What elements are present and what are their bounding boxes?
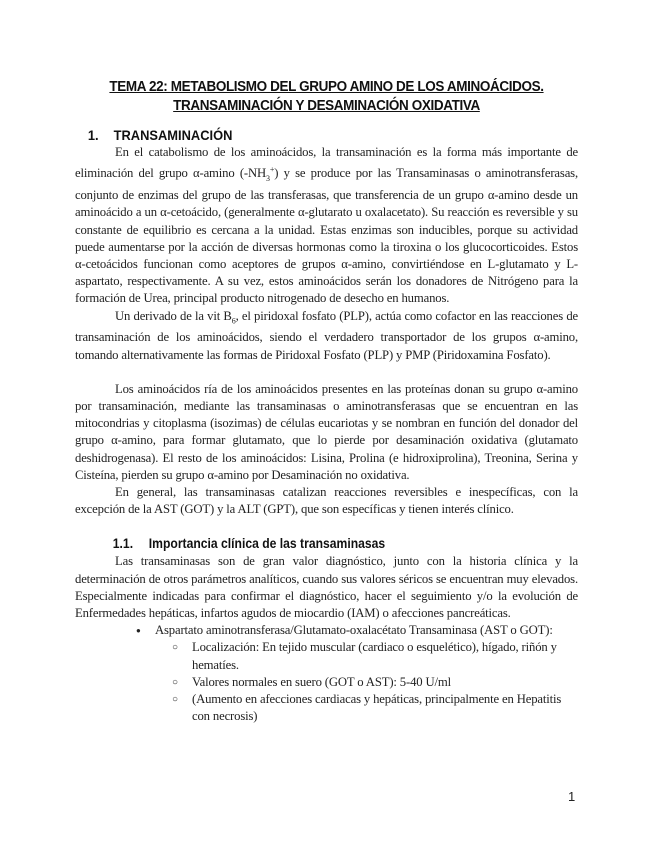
title-line-1: TEMA 22: METABOLISMO DEL GRUPO AMINO DE LOS AMINOÁCIDOS. (109, 79, 544, 95)
section-1-1-heading (75, 535, 528, 553)
page-number: 1 (568, 789, 576, 804)
document-page (75, 78, 578, 725)
paragraph-aminoacid-donors: Los aminoácidos ría de los aminoácidos presentes en las proteínas donan su grupo α-amino por transaminación, mediante las transaminasas o aminotransferasas que se encuentran en las mitocondrias y citoplasma (isozimas) de células eucariotas y se nombran en función del donador del grupo α-amino, para formar glutamato, que lo pierde por desaminación oxidativa (glutamato deshidrogenasa). El resto de los aminoácidos: Lisina, Prolina (e hidroxiprolina), Treonina, Serina y Cisteína, pierden su grupo α-amino por Desaminación no oxidativa. (75, 381, 578, 482)
section-1-1-title: Importancia clínica de las transaminasas (148, 536, 386, 552)
paragraph-clinical-importance: Las transaminasas son de gran valor diagnóstico, junto con la historia clínica y la determinación de otros parámetros analíticos, cuando sus valores séricos se encuentran muy elevados. Especialmente indicadas para confirmar el diagnóstico, hacer el seguimiento y/o la evolución de Enfermedades hepáticas, infartos agudos de miocardio (IAM) o afecciones pancreáticas. (75, 554, 578, 620)
section-1-heading (75, 126, 538, 144)
section-1-number: 1. (87, 127, 99, 143)
title-line-2: TRANSAMINACIÓN Y DESAMINACIÓN OXIDATIVA (173, 98, 480, 114)
paragraph-plp-cofactor: Un derivado de la vit $B_6$, el piridoxal fosfato (PLP), actúa como cofactor en las reacciones de transaminación de los aminoácidos, siendo el verdadero transportador de los grupos α-amino, tomando alternativamente las formas de Piridoxal Fosfato (PLP) y PMP (Piridoxamina Fosfato). (75, 308, 578, 362)
bullet-list (75, 622, 578, 725)
list-subitem-normal-values: ○ Valores normales en suero (GOT o AST): 5-40 U/ml (75, 674, 578, 691)
paragraph-transaminase-specificity: En general, las transaminasas catalizan reacciones reversibles e inespecíficas, con la excepción de la AST (GOT) y la ALT (GPT), que son específicas y tienen interés clínico. (75, 484, 578, 517)
list-item-ast: ● Aspartato aminotransferasa/Glutamato-oxalacétato Transaminasa (AST o GOT): (75, 622, 578, 639)
paragraph-transamination-intro: En el catabolismo de los aminoácidos, la transaminación es la forma más importante de eliminación del grupo α-amino $(-NH_3^+)$ y se produce por las Transaminasas o aminotransferasas, conjunto de enzimas del grupo de las transferasas, que transferencia de un grupo α-amino desde un aminoácido a un α-cetoácido, (generalmente α-glutarato u oxalacetato). Su reacción es reversible y su constante de equilibrio es cercana a la unidad. Estas enzimas son inducibles, porque su actividad puede aumentarse por la acción de diversas hormonas como la tiroxina o los glucocorticoides. Estos α-cetoácidos funcionan como aceptores de grupos α-amino, convirtiéndose en L-glutamato y L-aspartato, respectivamente. A su vez, estos aminoácidos serán los donadores de Nitrógeno para la formación de Urea, principal producto nitrogenado de desecho en humanos. (75, 145, 578, 306)
list-subitem-increase: ○ (Aumento en afecciones cardiacas y hepáticas, principalmente en Hepatitis con necrosis) (75, 691, 578, 725)
list-subitem-location: ○ Localización: En tejido muscular (cardiaco o esquelético), hígado, riñón y hematíes. (75, 639, 578, 673)
section-1-title: TRANSAMINACIÓN (113, 127, 233, 143)
section-1-1-number: 1.1. (112, 536, 134, 552)
document-title (93, 78, 561, 116)
